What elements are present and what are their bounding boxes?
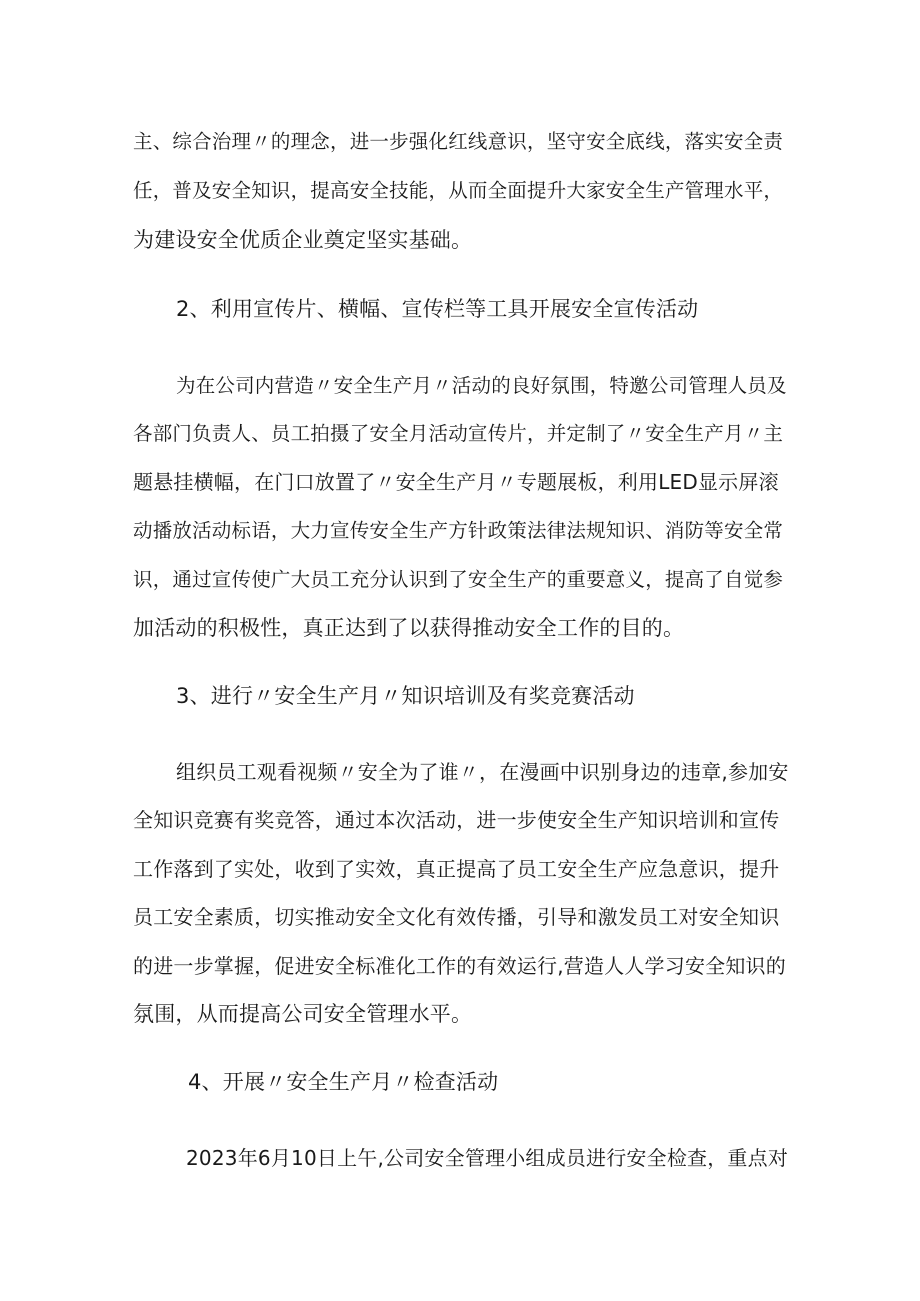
paragraph-line: 员工安全素质，切实推动安全文化有效传播，引导和激发员工对安全知识 <box>133 905 780 929</box>
paragraph-line: 识，通过宣传使广大员工充分认识到了安全生产的重要意义，提高了自觉参 <box>133 568 784 591</box>
paragraph-line: 动播放活动标语，大力宣传安全生产方针政策法律法规知识、消防等安全常 <box>133 519 784 542</box>
section-heading-4: 4、开展〃安全生产月〃检查活动 <box>188 1070 499 1094</box>
paragraph-line: 为在公司内营造〃安全生产月〃活动的良好氛围，特邀公司管理人员及 <box>176 374 787 397</box>
paragraph-line: 加活动的积极性，真正达到了以获得推动安全工作的目的。 <box>133 616 685 640</box>
paragraph-line: 2023年6月10日上午,公司安全管理小组成员进行安全检查，重点对 <box>186 1146 789 1170</box>
section-heading-3: 3、进行〃安全生产月〃知识培训及有奖竞赛活动 <box>176 684 635 708</box>
paragraph-line: 组织员工观看视频〃安全为了谁〃，在漫画中识别身边的违章,参加安 <box>176 760 789 784</box>
paragraph-line: 题悬挂横幅，在门口放置了〃安全生产月〃专题展板，利用LED显示屏滚 <box>133 470 779 494</box>
paragraph-line: 的进一步掌握，促进安全标准化工作的有效运行,营造人人学习安全知识的 <box>133 954 786 978</box>
paragraph-line: 各部门负责人、员工拍摄了安全月活动宣传片，并定制了〃安全生产月〃主 <box>133 422 784 445</box>
paragraph-line: 氛围，从而提高公司安全管理水平。 <box>133 1002 473 1026</box>
paragraph-line: 工作落到了实处，收到了实效，真正提高了员工安全生产应急意识，提升 <box>133 857 780 881</box>
paragraph-line: 为建设安全优质企业奠定坚实基础。 <box>133 228 473 252</box>
paragraph-line: 全知识竞赛有奖竞答，通过本次活动，进一步使安全生产知识培训和宣传 <box>133 808 780 832</box>
section-heading-2: 2、利用宣传片、横幅、宣传栏等工具开展安全宣传活动 <box>176 297 699 321</box>
paragraph-line: 主、综合治理〃的理念，进一步强化红线意识，坚守安全底线，落实安全责 <box>133 130 784 153</box>
paragraph-line: 任，普及安全知识，提高安全技能，从而全面提升大家安全生产管理水平， <box>133 179 784 202</box>
